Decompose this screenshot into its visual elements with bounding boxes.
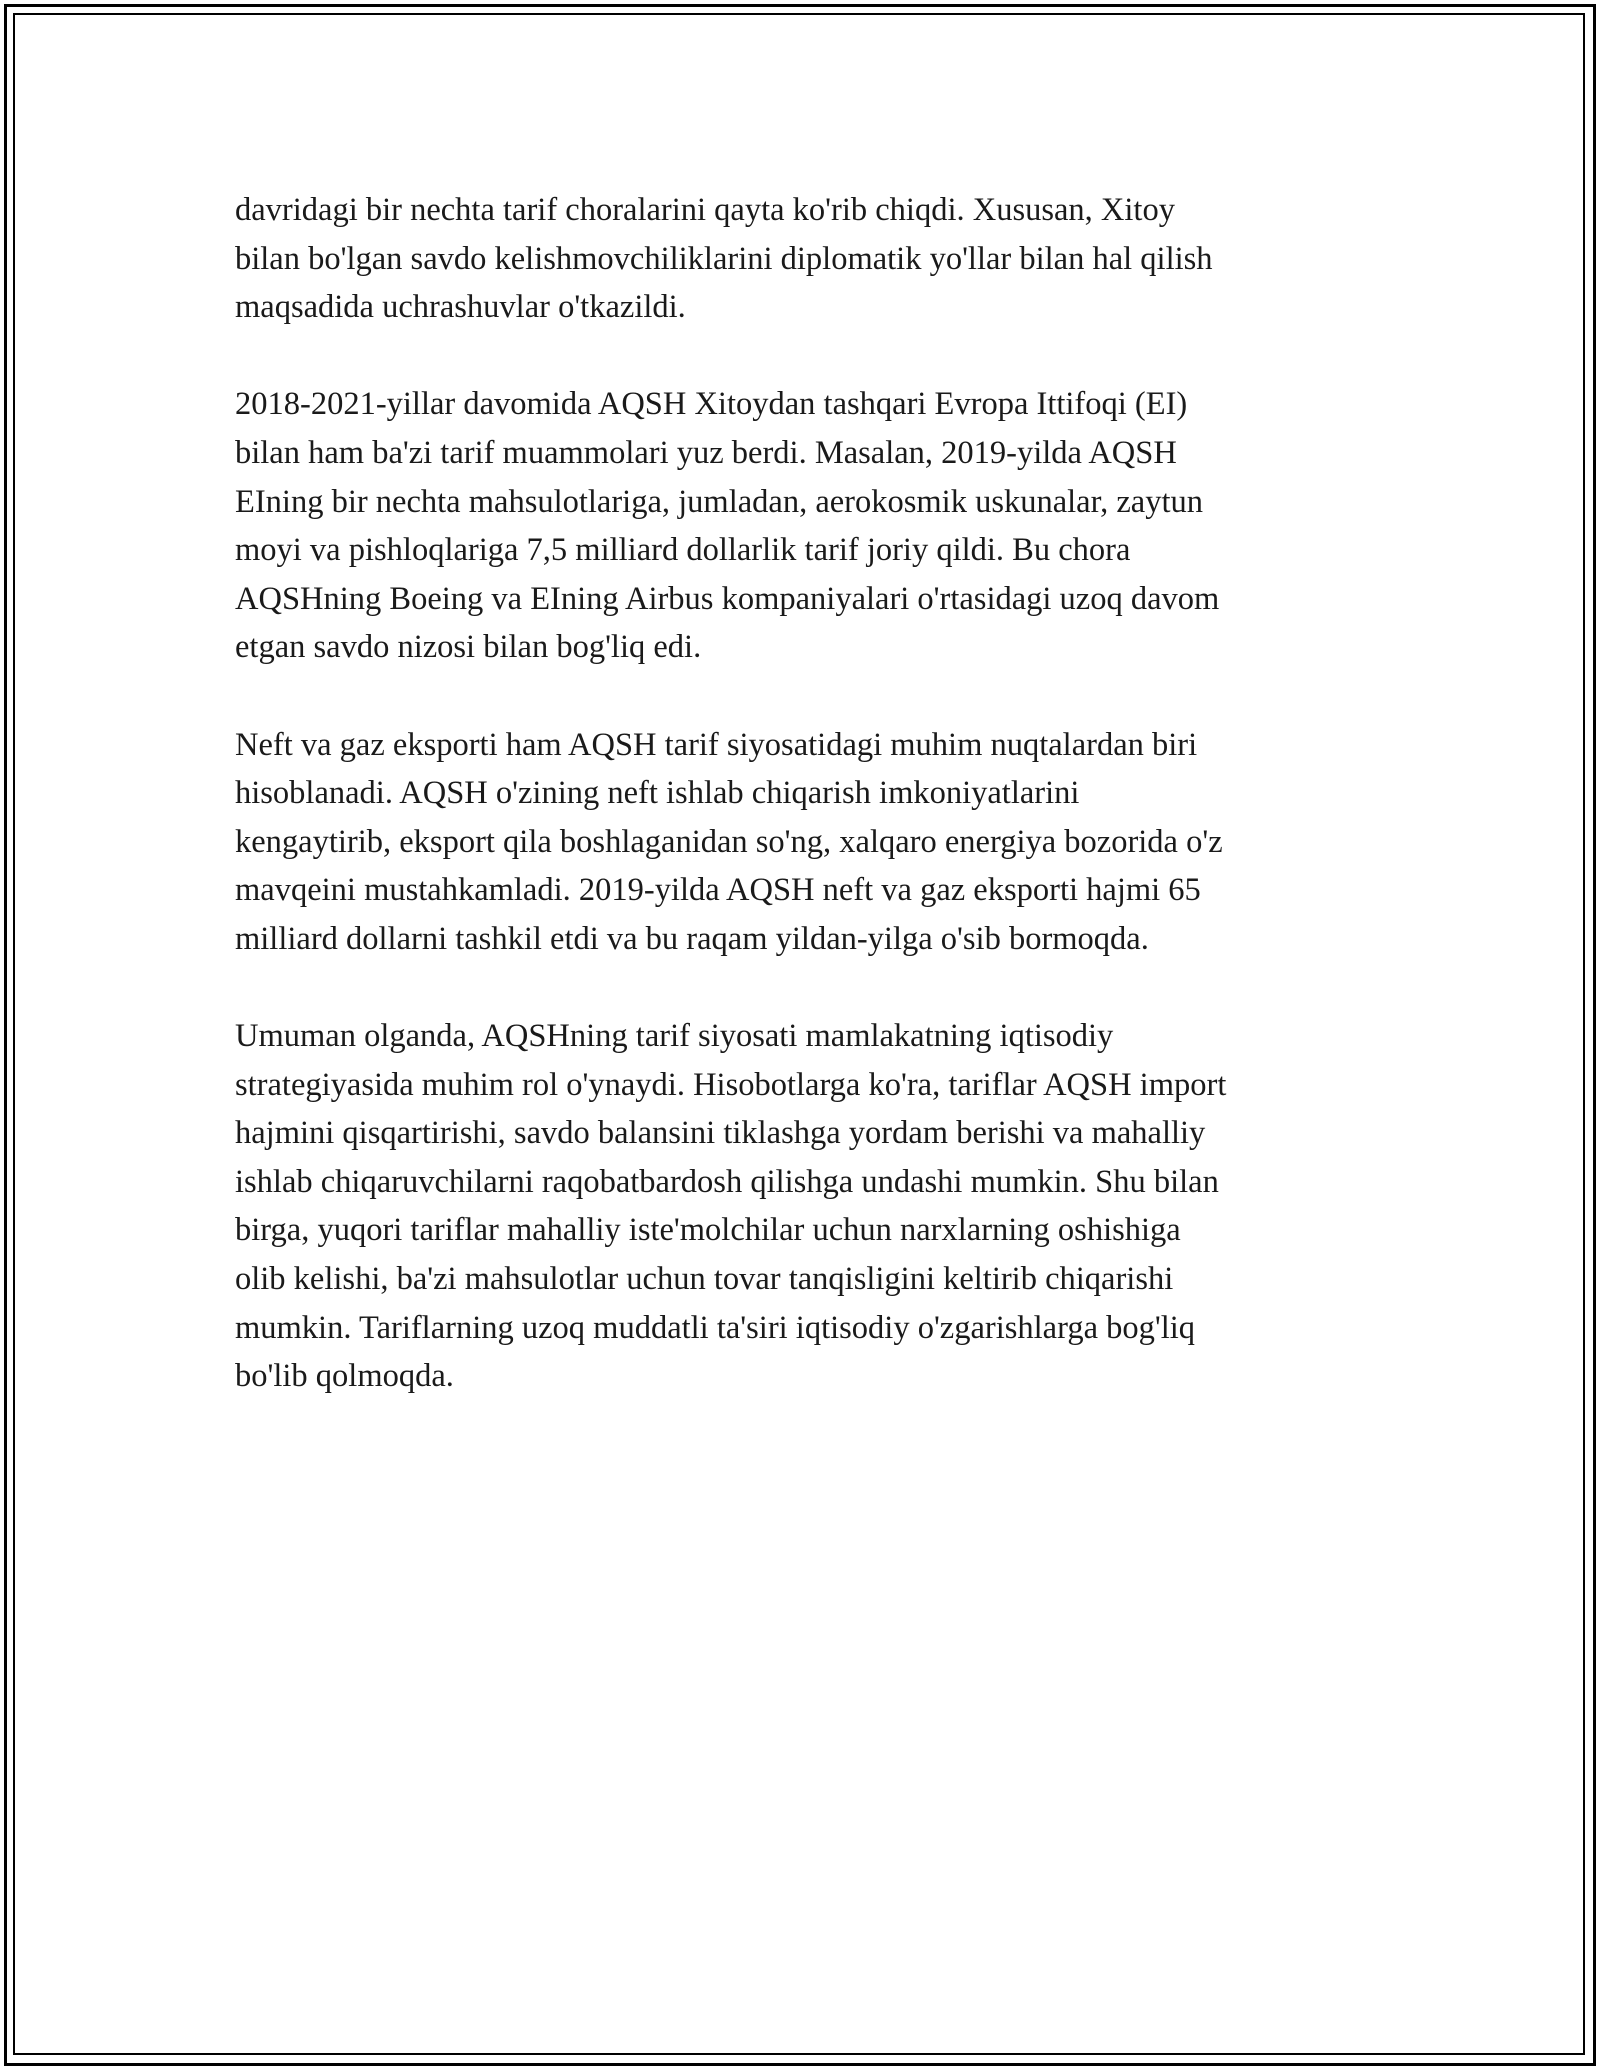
text-line: hajmini qisqartirishi, savdo balansini tiklashga yordam berishi va mahalliy <box>235 1115 1206 1152</box>
paragraph-3 <box>235 721 1375 964</box>
text-line: bilan ham ba'zi tarif muammolari yuz berdi. Masalan, 2019-yilda AQSH <box>235 434 1177 471</box>
text-line: davridagi bir nechta tarif choralarini qayta ko'rib chiqdi. Xususan, Xitoy <box>235 192 1175 228</box>
document-body <box>235 186 1375 1449</box>
text-line: Neft va gaz eksporti ham AQSH tarif siyosatidagi muhim nuqtalardan biri <box>235 726 1198 763</box>
text-line: strategiyasida muhim rol o'ynaydi. Hisobotlarga ko'ra, tariflar AQSH import <box>235 1066 1227 1103</box>
text-line: kengaytirib, eksport qila boshlaganidan so'ng, xalqaro energiya bozorida o'z <box>235 823 1223 860</box>
text-line: AQSHning Boeing va EIning Airbus kompaniyalari o'rtasidagi uzoq davom <box>235 580 1220 617</box>
paragraph-2 <box>235 380 1375 672</box>
text-line: olib kelishi, ba'zi mahsulotlar uchun tovar tanqisligini keltirib chiqarishi <box>235 1261 1174 1298</box>
text-line: mumkin. Tariflarning uzoq muddatli ta'siri iqtisodiy o'zgarishlarga bog'liq <box>235 1309 1196 1346</box>
text-line: maqsadida uchrashuvlar o'tkazildi. <box>235 289 686 326</box>
paragraph-1 <box>235 186 1375 332</box>
text-line: milliard dollarni tashkil etdi va bu raqam yildan-yilga o'sib bormoqda. <box>235 920 1149 957</box>
paragraph-4 <box>235 1012 1375 1401</box>
text-line: Umuman olganda, AQSHning tarif siyosati mamlakatning iqtisodiy <box>235 1018 1114 1055</box>
text-line: birga, yuqori tariflar mahalliy iste'molchilar uchun narxlarning oshishiga <box>235 1212 1181 1249</box>
text-line: etgan savdo nizosi bilan bog'liq edi. <box>235 629 702 666</box>
text-line: moyi va pishloqlariga 7,5 milliard dollarlik tarif joriy qildi. Bu chora <box>235 532 1131 569</box>
text-line: 2018-2021-yillar davomida AQSH Xitoydan tashqari Evropa Ittifoqi (EI) <box>235 386 1188 423</box>
text-line: mavqeini mustahkamladi. 2019-yilda AQSH neft va gaz eksporti hajmi 65 <box>235 872 1201 909</box>
text-line: hisoblanadi. AQSH o'zining neft ishlab chiqarish imkoniyatlarini <box>235 775 1080 812</box>
text-line: bilan bo'lgan savdo kelishmovchiliklarini diplomatik yo'llar bilan hal qilish <box>235 240 1213 277</box>
text-line: ishlab chiqaruvchilarni raqobatbardosh qilishga undashi mumkin. Shu bilan <box>235 1163 1219 1200</box>
text-line: EIning bir nechta mahsulotlariga, jumladan, aerokosmik uskunalar, zaytun <box>235 483 1204 520</box>
text-line: bo'lib qolmoqda. <box>235 1358 454 1395</box>
